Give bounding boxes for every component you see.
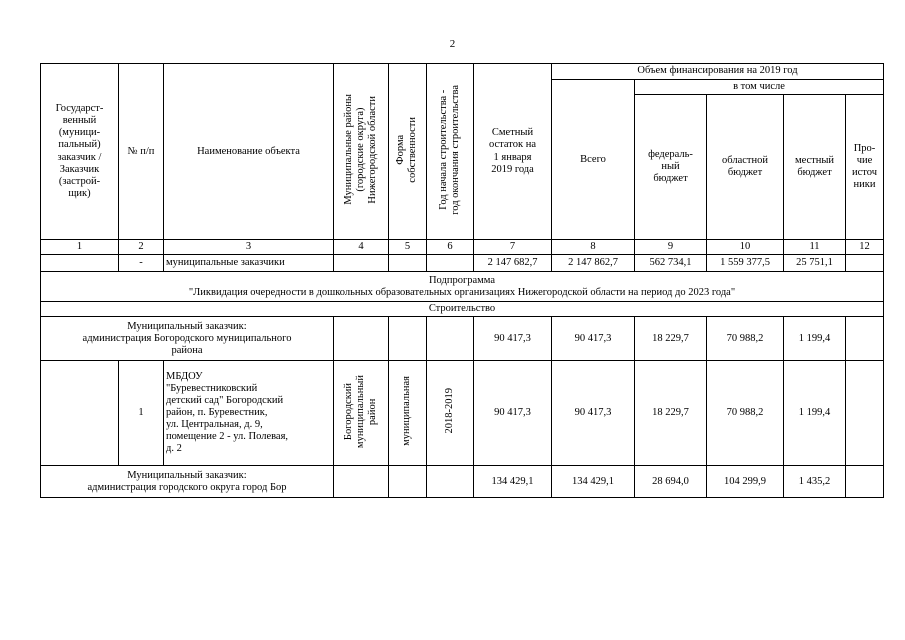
empty-cell bbox=[334, 317, 389, 361]
column-number: 4 bbox=[334, 240, 389, 255]
empty-cell bbox=[334, 466, 389, 498]
column-number: 10 bbox=[707, 240, 784, 255]
estimate-value: 90 417,3 bbox=[474, 317, 552, 361]
column-number-row bbox=[41, 240, 884, 255]
total-value: 134 429,1 bbox=[552, 466, 635, 498]
row-name: муниципальные заказчики bbox=[164, 255, 334, 272]
federal-value: 28 694,0 bbox=[635, 466, 707, 498]
header-districts: Муниципальные районы (городские округа) Нижегородской области bbox=[334, 64, 389, 240]
federal-value: 18 229,7 bbox=[635, 317, 707, 361]
local-value: 25 751,1 bbox=[784, 255, 846, 272]
federal-value: 18 229,7 bbox=[635, 361, 707, 466]
table-row bbox=[41, 466, 884, 498]
column-number: 8 bbox=[552, 240, 635, 255]
header-years: Год начала строительства - год окончания строительства bbox=[427, 64, 474, 240]
column-number: 9 bbox=[635, 240, 707, 255]
object-name: МБДОУ "Буревестниковский детский сад" Богородский район, п. Буревестник, ул. Центральная, д. 9, помещение 2 - ул. Полевая, д. 2 bbox=[164, 361, 334, 466]
page-number: 2 bbox=[449, 38, 456, 50]
total-value: 2 147 862,7 bbox=[552, 255, 635, 272]
section-construction: Строительство bbox=[41, 302, 884, 317]
empty-cell bbox=[389, 466, 427, 498]
total-value: 90 417,3 bbox=[552, 361, 635, 466]
empty-cell bbox=[846, 255, 884, 272]
empty-cell bbox=[846, 361, 884, 466]
total-value: 90 417,3 bbox=[552, 317, 635, 361]
empty-cell bbox=[389, 317, 427, 361]
column-number: 12 bbox=[846, 240, 884, 255]
header-ownership: Форма собственности bbox=[389, 64, 427, 240]
header-estimate: Сметный остаток на 1 января 2019 года bbox=[474, 64, 552, 240]
table-row bbox=[41, 255, 884, 272]
federal-value: 562 734,1 bbox=[635, 255, 707, 272]
empty-cell bbox=[427, 466, 474, 498]
header-number: № п/п bbox=[119, 64, 164, 240]
column-number: 5 bbox=[389, 240, 427, 255]
regional-value: 104 299,9 bbox=[707, 466, 784, 498]
empty-cell bbox=[41, 361, 119, 466]
column-number: 1 bbox=[41, 240, 119, 255]
header-local: местный бюджет bbox=[784, 95, 846, 240]
local-value: 1 199,4 bbox=[784, 317, 846, 361]
customer-label: Муниципальный заказчик: администрация городского округа город Бор bbox=[41, 466, 334, 498]
empty-cell bbox=[846, 317, 884, 361]
local-value: 1 199,4 bbox=[784, 361, 846, 466]
header-regional: областной бюджет bbox=[707, 95, 784, 240]
estimate-value: 2 147 682,7 bbox=[474, 255, 552, 272]
empty-cell bbox=[846, 466, 884, 498]
row-dash: - bbox=[119, 255, 164, 272]
header-funding-title: Объем финансирования на 2019 год bbox=[552, 64, 884, 80]
empty-cell bbox=[389, 255, 427, 272]
object-ownership: муниципальная bbox=[389, 361, 427, 466]
local-value: 1 435,2 bbox=[784, 466, 846, 498]
table-row bbox=[41, 317, 884, 361]
header-object-name: Наименование объекта bbox=[164, 64, 334, 240]
header-other: Про- чие источ ники bbox=[846, 95, 884, 240]
empty-cell bbox=[334, 255, 389, 272]
estimate-value: 134 429,1 bbox=[474, 466, 552, 498]
header-total: Всего bbox=[552, 80, 635, 240]
regional-value: 1 559 377,5 bbox=[707, 255, 784, 272]
row-number: 1 bbox=[119, 361, 164, 466]
header-including: в том числе bbox=[635, 80, 884, 95]
header-customer: Государст- венный (муници- пальный) заказчик / Заказчик (застрой- щик) bbox=[41, 64, 119, 240]
table-row bbox=[41, 361, 884, 466]
column-number: 11 bbox=[784, 240, 846, 255]
column-number: 3 bbox=[164, 240, 334, 255]
object-years: 2018-2019 bbox=[427, 361, 474, 466]
regional-value: 70 988,2 bbox=[707, 361, 784, 466]
customer-label: Муниципальный заказчик: администрация Богородского муниципального района bbox=[41, 317, 334, 361]
financing-table bbox=[40, 63, 884, 498]
column-number: 6 bbox=[427, 240, 474, 255]
empty-cell bbox=[427, 317, 474, 361]
estimate-value: 90 417,3 bbox=[474, 361, 552, 466]
empty-cell bbox=[427, 255, 474, 272]
column-number: 7 bbox=[474, 240, 552, 255]
regional-value: 70 988,2 bbox=[707, 317, 784, 361]
object-district: Богородский муниципальный район bbox=[334, 361, 389, 466]
column-number: 2 bbox=[119, 240, 164, 255]
empty-cell bbox=[41, 255, 119, 272]
header-federal: федераль- ный бюджет bbox=[635, 95, 707, 240]
subprogram-title: Подпрограмма "Ликвидация очередности в дошкольных образовательных организациях Нижегородской области на период до 2023 года" bbox=[41, 272, 884, 302]
